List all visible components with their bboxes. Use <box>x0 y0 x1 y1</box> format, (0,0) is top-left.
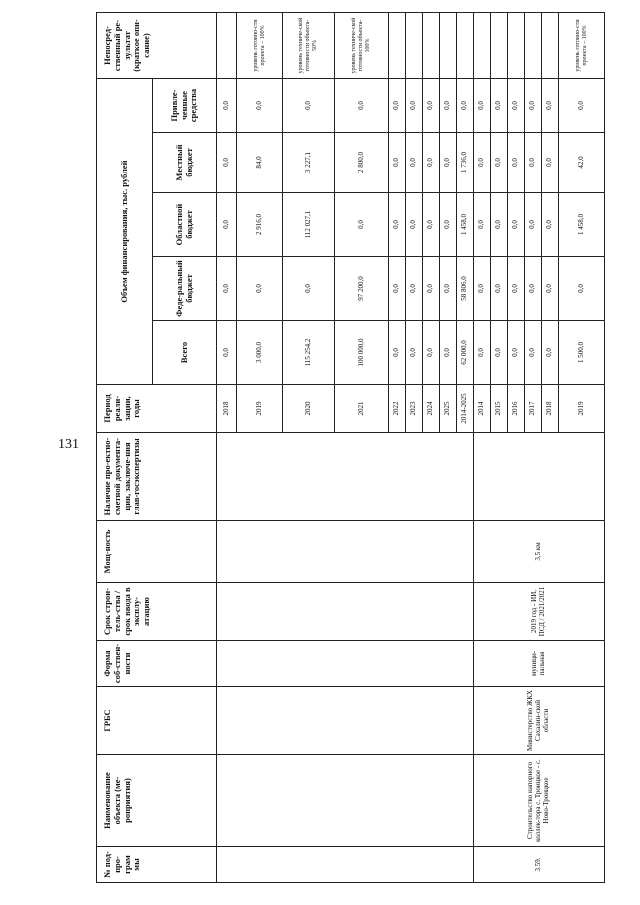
cell-local: 0,0 <box>525 133 542 193</box>
cell-federal: 0,0 <box>559 257 605 321</box>
cell-num-prev <box>217 847 474 883</box>
cell-federal: 58 806,0 <box>457 257 474 321</box>
cell-total: 0,0 <box>525 321 542 385</box>
header-period: Период реали-зации, годы <box>97 385 217 433</box>
cell-local: 0,0 <box>491 133 508 193</box>
project-term: 2019 год - ИИ, ПСД / 2021/2021 <box>474 583 605 641</box>
cell-year: 2016 <box>508 385 525 433</box>
rotated-table-wrapper <box>96 13 588 883</box>
cell-regional: 1 458,0 <box>457 193 474 257</box>
cell-result: уровень техниче-ской готовности объекта- 50% <box>283 13 335 79</box>
cell-psd-prev <box>217 433 474 521</box>
header-name: Наименование объекта (ме-роприятия) <box>97 755 217 847</box>
cell-federal: 0,0 <box>237 257 283 321</box>
cell-result <box>389 13 406 79</box>
cell-local: 0,0 <box>508 133 525 193</box>
cell-ownership-prev <box>217 641 474 687</box>
cell-name-prev <box>217 755 474 847</box>
cell-year: 2014-2025 <box>457 385 474 433</box>
header-funding-group: Объем финансирования, тыс. рублей <box>97 79 153 385</box>
cell-result: уровень готовно-сти проекта – 100% <box>559 13 605 79</box>
cell-federal: 0,0 <box>389 257 406 321</box>
cell-regional: 0,0 <box>491 193 508 257</box>
cell-regional: 0,0 <box>440 193 457 257</box>
cell-federal: 0,0 <box>406 257 423 321</box>
cell-year: 2021 <box>335 385 389 433</box>
cell-regional: 0,0 <box>335 193 389 257</box>
cell-total: 115 254,2 <box>283 321 335 385</box>
cell-regional: 0,0 <box>389 193 406 257</box>
header-grbs: ГРБС <box>97 687 217 755</box>
cell-total: 0,0 <box>542 321 559 385</box>
cell-grbs-prev <box>217 687 474 755</box>
cell-local: 0,0 <box>440 133 457 193</box>
cell-attracted: 0,0 <box>525 79 542 133</box>
cell-regional: 112 027,1 <box>283 193 335 257</box>
cell-result <box>440 13 457 79</box>
cell-attracted: 0,0 <box>423 79 440 133</box>
cell-attracted: 0,0 <box>440 79 457 133</box>
table-row <box>217 13 237 883</box>
header-ownership: Форма соб-ствен-ности <box>97 641 217 687</box>
cell-year: 2025 <box>440 385 457 433</box>
project-psd <box>474 433 605 521</box>
cell-total: 0,0 <box>474 321 491 385</box>
cell-total: 0,0 <box>406 321 423 385</box>
cell-result <box>474 13 491 79</box>
cell-total: 0,0 <box>508 321 525 385</box>
cell-total: 0,0 <box>491 321 508 385</box>
cell-year: 2019 <box>237 385 283 433</box>
cell-federal: 0,0 <box>217 257 237 321</box>
cell-result: уровень техниче-ской готовности объекта- 100% <box>335 13 389 79</box>
cell-result <box>542 13 559 79</box>
project-num: 3.59. <box>474 847 605 883</box>
cell-attracted: 0,0 <box>559 79 605 133</box>
header-local: Местный бюджет <box>153 133 217 193</box>
cell-local: 2 800,0 <box>335 133 389 193</box>
header-term: Срок строи-тель-ства / срок ввода в эксплу-атацию <box>97 583 217 641</box>
cell-regional: 1 458,0 <box>559 193 605 257</box>
cell-attracted: 0,0 <box>335 79 389 133</box>
cell-attracted: 0,0 <box>457 79 474 133</box>
funding-table <box>96 12 605 883</box>
cell-attracted: 0,0 <box>491 79 508 133</box>
cell-local: 0,0 <box>423 133 440 193</box>
header-num: № под-про-грам мы <box>97 847 217 883</box>
cell-local: 42,0 <box>559 133 605 193</box>
cell-local: 1 736,0 <box>457 133 474 193</box>
cell-local: 0,0 <box>474 133 491 193</box>
cell-federal: 0,0 <box>491 257 508 321</box>
cell-regional: 0,0 <box>525 193 542 257</box>
cell-federal: 0,0 <box>423 257 440 321</box>
project-ownership: муници-пальная <box>474 641 605 687</box>
cell-year: 2024 <box>423 385 440 433</box>
header-total: Всего <box>153 321 217 385</box>
cell-attracted: 0,0 <box>474 79 491 133</box>
cell-federal: 0,0 <box>525 257 542 321</box>
cell-total: 100 000,0 <box>335 321 389 385</box>
cell-year: 2019 <box>559 385 605 433</box>
project-power: 3,5 км <box>474 521 605 583</box>
cell-attracted: 0,0 <box>542 79 559 133</box>
header-result: Непосред-ственный ре-зультат (краткое опи-сание) <box>97 13 217 79</box>
cell-attracted: 0,0 <box>283 79 335 133</box>
cell-federal: 0,0 <box>508 257 525 321</box>
header-psd: Наличие про-ектно-сметной документа-ции, заключе-ния глав-госэкспертизы <box>97 433 217 521</box>
cell-regional: 0,0 <box>423 193 440 257</box>
cell-result <box>457 13 474 79</box>
cell-local: 0,0 <box>542 133 559 193</box>
cell-year: 2018 <box>542 385 559 433</box>
cell-total: 0,0 <box>423 321 440 385</box>
cell-result <box>508 13 525 79</box>
cell-local: 84,0 <box>237 133 283 193</box>
cell-year: 2018 <box>217 385 237 433</box>
cell-year: 2020 <box>283 385 335 433</box>
cell-year: 2017 <box>525 385 542 433</box>
cell-federal: 0,0 <box>474 257 491 321</box>
cell-regional: 0,0 <box>542 193 559 257</box>
cell-attracted: 0,0 <box>389 79 406 133</box>
cell-total: 0,0 <box>389 321 406 385</box>
cell-year: 2014 <box>474 385 491 433</box>
cell-local: 0,0 <box>389 133 406 193</box>
cell-attracted: 0,0 <box>508 79 525 133</box>
cell-total: 0,0 <box>440 321 457 385</box>
cell-result <box>217 13 237 79</box>
cell-total: 1 500,0 <box>559 321 605 385</box>
cell-federal: 0,0 <box>440 257 457 321</box>
cell-federal: 97 200,0 <box>335 257 389 321</box>
header-power: Мощ-ность <box>97 521 217 583</box>
cell-year: 2015 <box>491 385 508 433</box>
cell-result <box>491 13 508 79</box>
cell-term-prev <box>217 583 474 641</box>
cell-total: 3 000,0 <box>237 321 283 385</box>
cell-regional: 0,0 <box>217 193 237 257</box>
cell-year: 2023 <box>406 385 423 433</box>
cell-federal: 0,0 <box>283 257 335 321</box>
page-number: 131 <box>58 437 79 452</box>
cell-federal: 0,0 <box>542 257 559 321</box>
cell-local: 0,0 <box>406 133 423 193</box>
cell-result <box>406 13 423 79</box>
cell-result <box>525 13 542 79</box>
cell-regional: 0,0 <box>508 193 525 257</box>
cell-result: уровень готовно-сти проекта – 100% <box>237 13 283 79</box>
cell-local: 0,0 <box>217 133 237 193</box>
cell-total: 62 000,0 <box>457 321 474 385</box>
cell-attracted: 0,0 <box>406 79 423 133</box>
cell-year: 2022 <box>389 385 406 433</box>
table-row <box>474 13 491 883</box>
project-name: Строительство напорного коллек-тора с. Троицкое - с. Ново-Троицкое <box>474 755 605 847</box>
header-regional: Областной бюджет <box>153 193 217 257</box>
header-federal: Феде-ральный бюджет <box>153 257 217 321</box>
header-attracted: Привле-ченные средства <box>153 79 217 133</box>
cell-local: 3 227,1 <box>283 133 335 193</box>
cell-regional: 0,0 <box>474 193 491 257</box>
cell-result <box>423 13 440 79</box>
cell-regional: 0,0 <box>406 193 423 257</box>
cell-attracted: 0,0 <box>237 79 283 133</box>
cell-regional: 2 916,0 <box>237 193 283 257</box>
project-grbs: Министерство ЖКХ Сахалин-ской области <box>474 687 605 755</box>
cell-power-prev <box>217 521 474 583</box>
cell-total: 0,0 <box>217 321 237 385</box>
cell-attracted: 0,0 <box>217 79 237 133</box>
